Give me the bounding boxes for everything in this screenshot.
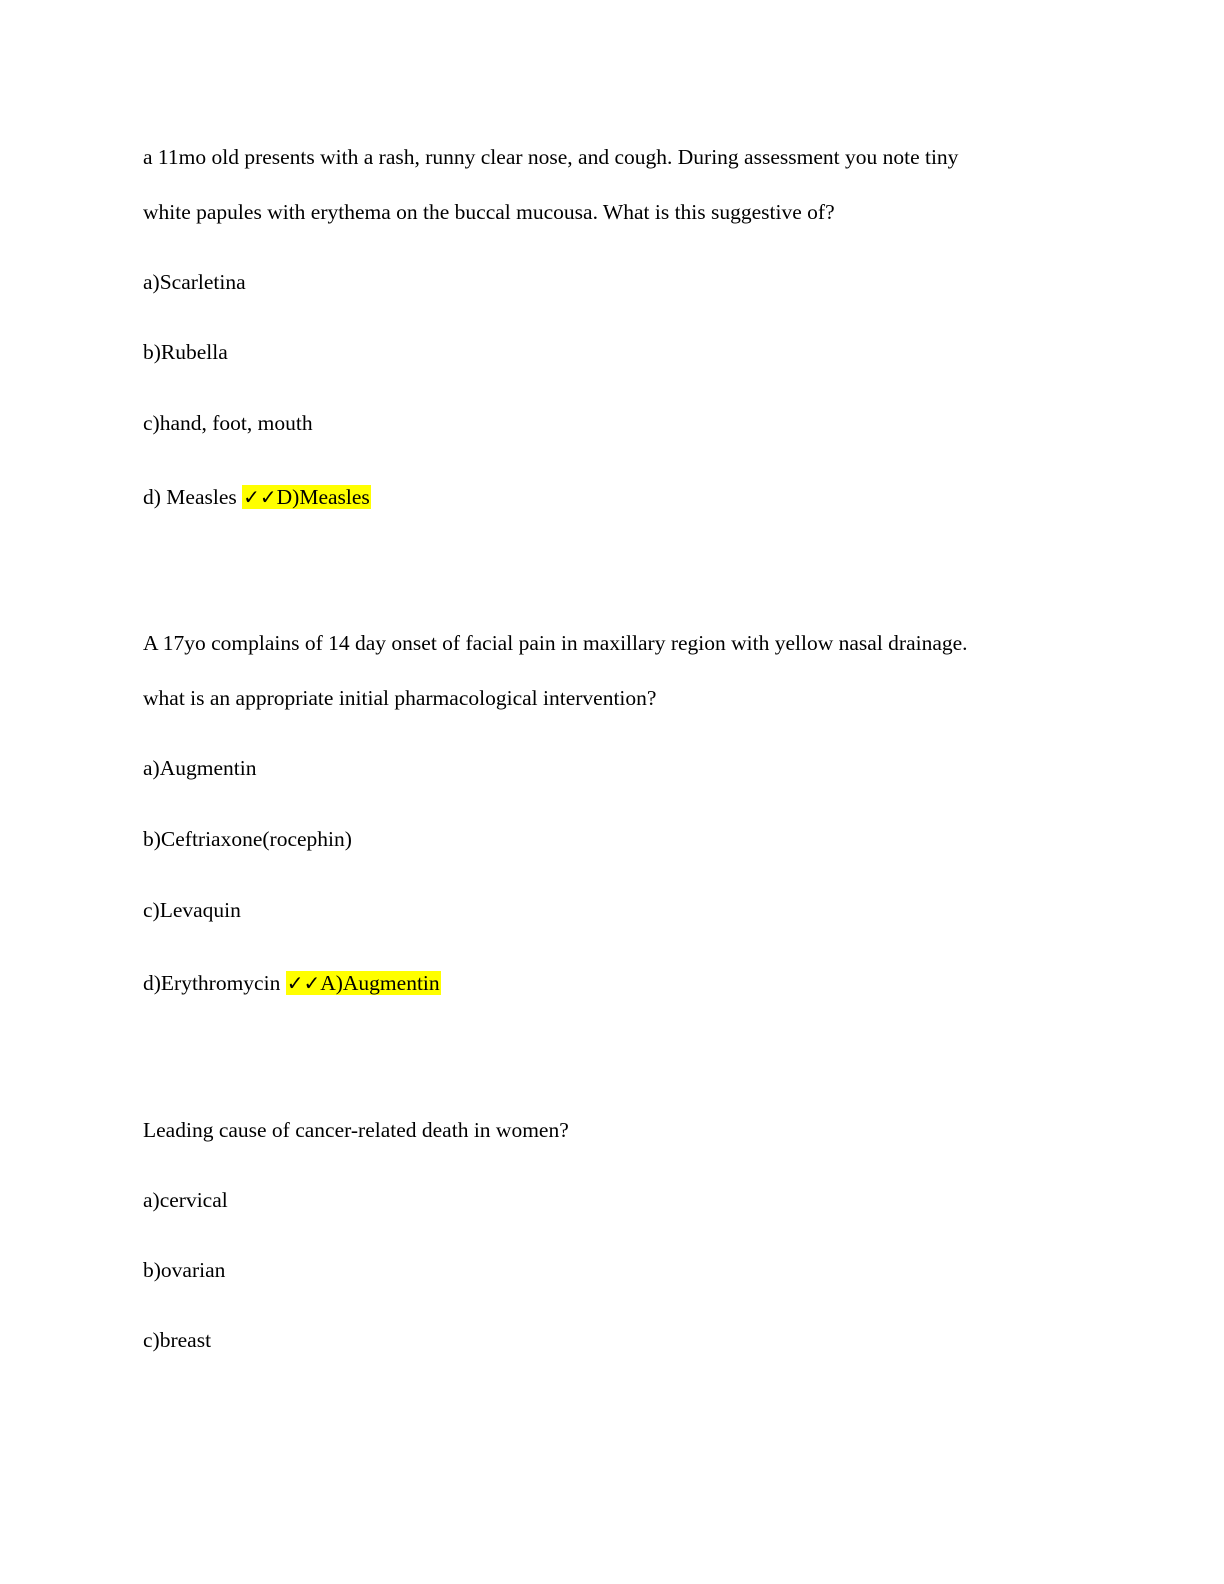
question-2-answer: A)Augmentin xyxy=(320,971,440,995)
question-1-answer-highlight xyxy=(242,485,371,509)
question-1-option-d: d) Measles xyxy=(143,485,237,509)
question-1-option-b: b)Rubella xyxy=(143,340,228,364)
question-3-option-c: c)breast xyxy=(143,1328,212,1352)
question-2-option-d: d)Erythromycin xyxy=(143,971,281,995)
question-3-stem-line-1: Leading cause of cancer-related death in women? xyxy=(143,1118,569,1142)
question-1-option-d-row xyxy=(143,483,371,511)
question-2-option-b: b)Ceftriaxone(rocephin) xyxy=(143,827,352,851)
question-1-answer: D)Measles xyxy=(276,485,370,509)
question-1-stem-line-2: white papules with erythema on the buccal mucousa. What is this suggestive of? xyxy=(143,200,835,224)
question-2-option-d-row xyxy=(143,969,441,997)
question-2-option-c: c)Levaquin xyxy=(143,898,241,922)
question-1-option-c: c)hand, foot, mouth xyxy=(143,411,313,435)
question-1-option-a: a)Scarletina xyxy=(143,270,246,294)
question-2-option-a: a)Augmentin xyxy=(143,756,257,780)
check-icon: ✓✓ xyxy=(286,971,321,995)
question-2-stem-line-2: what is an appropriate initial pharmacological intervention? xyxy=(143,686,657,710)
check-icon: ✓✓ xyxy=(243,485,277,509)
question-2-answer-highlight xyxy=(286,971,441,995)
question-3-option-b: b)ovarian xyxy=(143,1258,226,1282)
question-2-stem-line-1: A 17yo complains of 14 day onset of facial pain in maxillary region with yellow nasal drainage. xyxy=(143,631,968,655)
question-1-stem-line-1: a 11mo old presents with a rash, runny clear nose, and cough. During assessment you note tiny xyxy=(143,145,959,169)
question-3-option-a: a)cervical xyxy=(143,1188,228,1212)
